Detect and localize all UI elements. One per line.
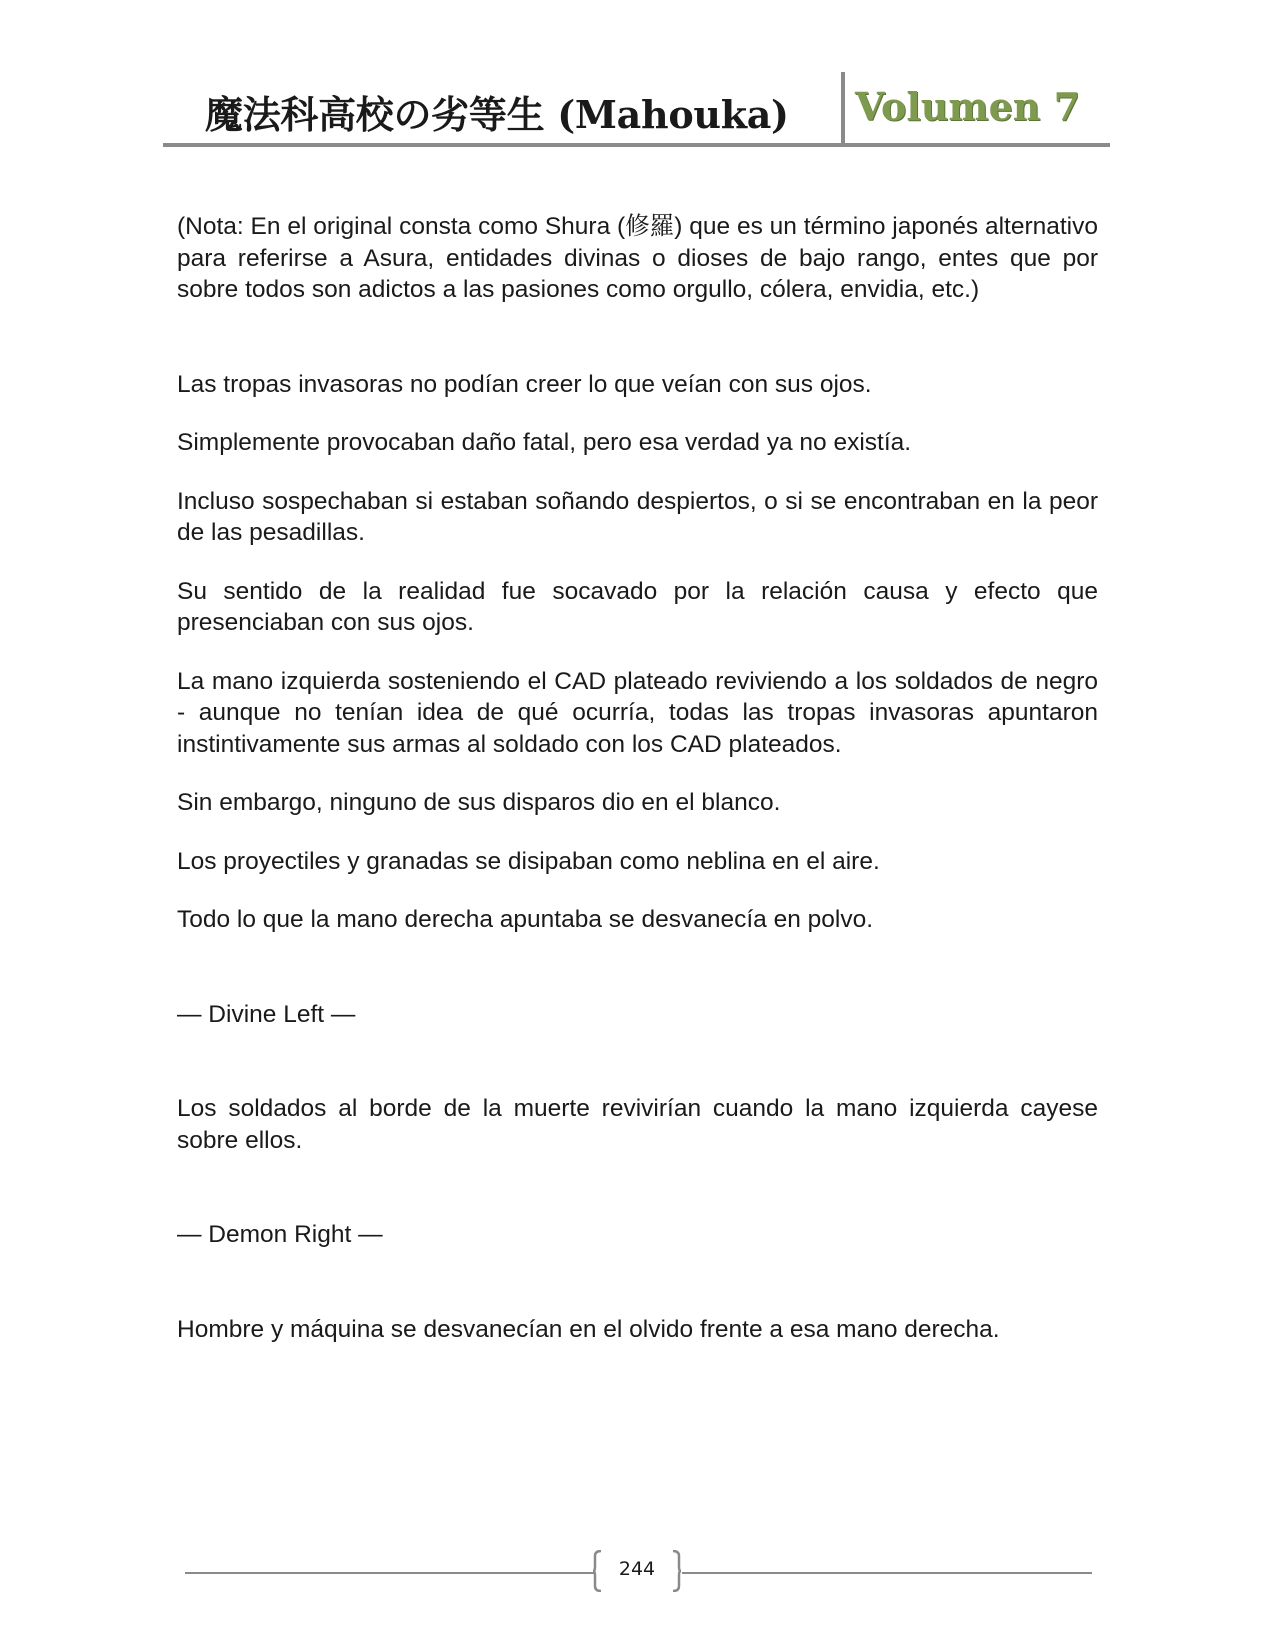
paragraph: Hombre y máquina se desvanecían en el olvido frente a esa mano derecha.	[177, 1315, 1000, 1343]
page-number: 244	[618, 1558, 656, 1580]
footer-rule-left	[185, 1572, 595, 1574]
paragraph: La mano izquierda sosteniendo el CAD plateado reviviendo a los soldados de negro - aunque no tenían idea de qué ocurría, todas las tropas invasoras apuntaron instintivamente sus armas al soldado con los CAD plateados.	[177, 667, 1098, 758]
paragraph: Incluso sospechaban si estaban soñando despiertos, o si se encontraban en la peor de las pesadillas.	[177, 487, 1098, 546]
header-divider-vertical	[841, 72, 845, 144]
volume-label: Volumen 7	[855, 84, 1081, 129]
paragraph: Los proyectiles y granadas se disipaban como neblina en el aire.	[177, 847, 880, 875]
page-header	[163, 72, 1110, 148]
right-bracket-icon	[672, 1550, 682, 1592]
paragraph: Sin embargo, ninguno de sus disparos dio en el blanco.	[177, 789, 781, 816]
book-title: 魔法科高校の劣等生 (Mahouka)	[205, 92, 789, 137]
footer-rule-right	[682, 1572, 1092, 1574]
paragraph: Simplemente provocaban daño fatal, pero esa verdad ya no existía.	[177, 429, 912, 456]
header-rule	[163, 143, 1110, 147]
paragraph: Su sentido de la realidad fue socavado por la relación causa y efecto que presenciaban con sus ojos.	[177, 577, 1098, 636]
section-heading-divine-left: — Divine Left —	[177, 1000, 356, 1028]
left-bracket-icon	[592, 1550, 602, 1592]
section-heading-demon-right: — Demon Right —	[177, 1221, 383, 1248]
translator-note: (Nota: En el original consta como Shura (修羅) que es un término japonés alternativo para referirse a Asura, entidades divinas o dioses de bajo rango, entes que por sobre todos son adictos a las pasiones como orgullo, cólera, envidia, etc.)	[177, 213, 1098, 303]
paragraph: Todo lo que la mano derecha apuntaba se desvanecía en polvo.	[177, 906, 874, 933]
page-body	[177, 211, 1098, 1345]
paragraph: Las tropas invasoras no podían creer lo que veían con sus ojos.	[177, 370, 872, 398]
paragraph: Los soldados al borde de la muerte revivirían cuando la mano izquierda cayese sobre ellos.	[177, 1095, 1098, 1154]
